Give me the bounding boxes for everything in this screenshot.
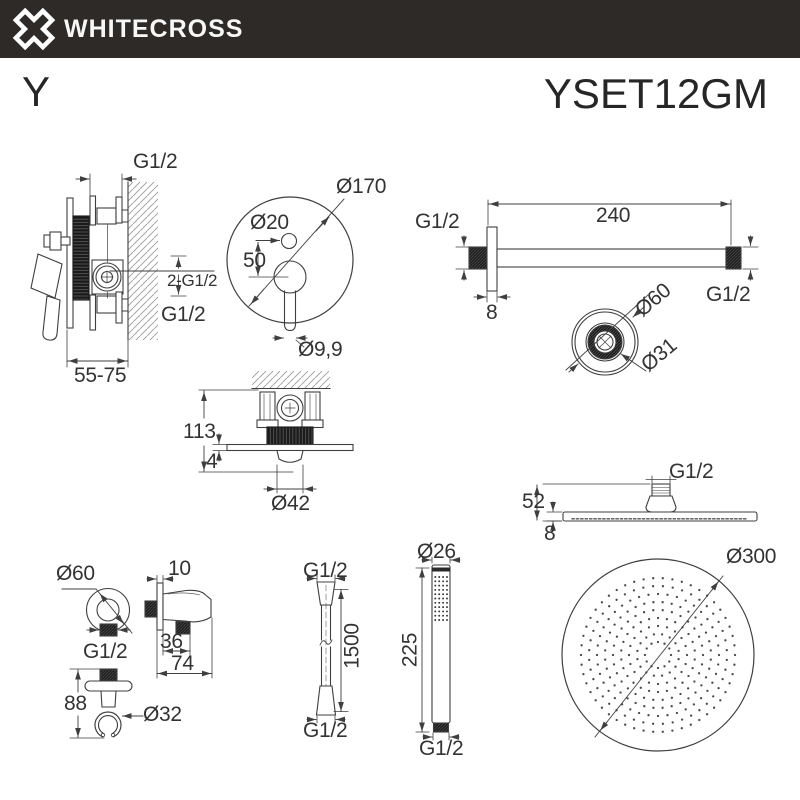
series-title: Y — [22, 68, 51, 115]
drawing-rain-head-top — [562, 559, 754, 751]
dim-label-arm-wall-thread: G1/2 — [415, 210, 460, 233]
dim-label-holder-thread: G1/2 — [83, 640, 128, 663]
dim-label-hose-bottom-thread: G1/2 — [303, 719, 348, 742]
dim-label-rainhead-diameter: Ø300 — [726, 545, 777, 568]
dim-label-arm-flange-diameter: Ø60 — [630, 278, 676, 322]
dim-label-hose-top-thread: G1/2 — [303, 559, 348, 582]
dim-label-arm-flange-thickness: 8 — [486, 301, 498, 324]
dim-label-holder-offset: 36 — [160, 630, 183, 653]
dim-label-handshower-diameter: Ø26 — [417, 540, 456, 563]
dim-label-rosette-diameter: Ø60 — [56, 562, 95, 585]
dim-label-holder-depth: 74 — [171, 652, 194, 675]
dim-label-mixer-top-thread: G1/2 — [133, 150, 178, 173]
dim-label-mixer-depth-range: 55-75 — [74, 364, 127, 387]
brand-name: WHITECROSS — [64, 14, 244, 43]
dim-label-spacing: 50 — [243, 249, 266, 272]
drawing-mixer-front-view — [227, 197, 353, 347]
dim-label-head-thread: G1/2 — [669, 460, 714, 483]
dim-label-head-height: 52 — [522, 490, 545, 513]
dim-label-arm-end-thread: G1/2 — [706, 283, 751, 306]
dim-label-hose-length: 1500 — [340, 623, 364, 669]
dim-label-handle-diameter: Ø9,9 — [298, 338, 343, 361]
dim-label-knob-diameter: Ø42 — [271, 492, 310, 515]
dim-label-arm-collar-diameter: Ø31 — [636, 333, 682, 377]
dim-label-mixer-bottom-thread: G1/2 — [161, 303, 206, 326]
model-number: YSET12GM — [543, 70, 768, 117]
dim-label-mixer-height: 113 — [183, 420, 216, 443]
dim-label-button-diameter: Ø20 — [250, 211, 289, 234]
dim-label-handshower-thread: G1/2 — [419, 737, 464, 760]
dim-label-holder-height: 88 — [64, 692, 87, 715]
dim-label-head-rim: 8 — [544, 522, 556, 545]
drawing-rain-head-side — [537, 476, 757, 531]
dim-label-plate-diameter: Ø170 — [336, 175, 387, 198]
dim-label-hook-diameter: Ø32 — [143, 703, 182, 726]
dim-label-mixer-plate-thickness: 4 — [206, 450, 218, 473]
dim-label-handshower-length: 225 — [398, 632, 422, 668]
drawing-mixer-top-view — [199, 371, 353, 493]
dim-label-arm-length: 240 — [596, 204, 631, 227]
drawing-hand-shower — [416, 557, 460, 740]
dim-label-holder-plate-thickness: 10 — [168, 557, 191, 580]
dim-label-mixer-ports: 2-G1/2 — [167, 271, 218, 290]
